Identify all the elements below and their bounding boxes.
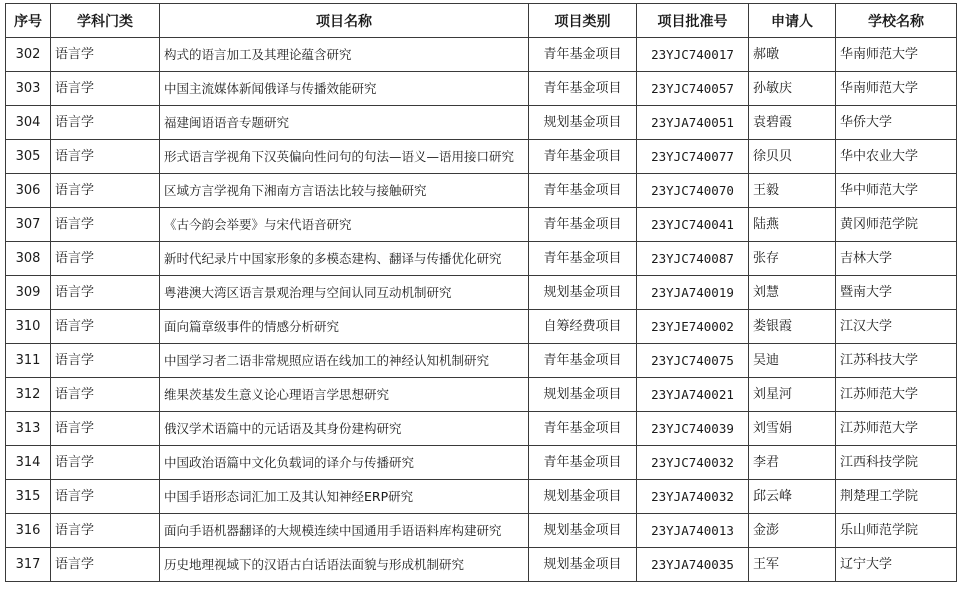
cell-approval-number: 23YJC740087 bbox=[637, 242, 749, 276]
cell-discipline: 语言学 bbox=[51, 140, 160, 174]
cell-index: 304 bbox=[6, 106, 51, 140]
cell-school: 华南师范大学 bbox=[836, 72, 957, 106]
header-school: 学校名称 bbox=[836, 4, 957, 38]
cell-project-type: 自筹经费项目 bbox=[529, 310, 637, 344]
table-row bbox=[6, 446, 957, 480]
cell-index: 306 bbox=[6, 174, 51, 208]
cell-school: 华中农业大学 bbox=[836, 140, 957, 174]
cell-school: 辽宁大学 bbox=[836, 548, 957, 582]
header-index: 序号 bbox=[6, 4, 51, 38]
cell-discipline: 语言学 bbox=[51, 174, 160, 208]
cell-project-type: 规划基金项目 bbox=[529, 276, 637, 310]
table-row bbox=[6, 242, 957, 276]
cell-discipline: 语言学 bbox=[51, 548, 160, 582]
cell-discipline: 语言学 bbox=[51, 514, 160, 548]
cell-school: 江西科技学院 bbox=[836, 446, 957, 480]
header-project-type: 项目类别 bbox=[529, 4, 637, 38]
header-project-name: 项目名称 bbox=[160, 4, 529, 38]
cell-index: 303 bbox=[6, 72, 51, 106]
cell-discipline: 语言学 bbox=[51, 480, 160, 514]
cell-approval-number: 23YJA740035 bbox=[637, 548, 749, 582]
cell-discipline: 语言学 bbox=[51, 208, 160, 242]
cell-approval-number: 23YJC740017 bbox=[637, 38, 749, 72]
cell-school: 华南师范大学 bbox=[836, 38, 957, 72]
cell-project-type: 规划基金项目 bbox=[529, 548, 637, 582]
table-row bbox=[6, 514, 957, 548]
cell-project-name: 维果茨基发生意义论心理语言学思想研究 bbox=[160, 378, 529, 412]
cell-discipline: 语言学 bbox=[51, 38, 160, 72]
table-container bbox=[5, 3, 957, 582]
cell-project-type: 规划基金项目 bbox=[529, 514, 637, 548]
cell-index: 311 bbox=[6, 344, 51, 378]
cell-project-name: 面向篇章级事件的情感分析研究 bbox=[160, 310, 529, 344]
cell-approval-number: 23YJA740032 bbox=[637, 480, 749, 514]
cell-discipline: 语言学 bbox=[51, 242, 160, 276]
cell-applicant: 金澎 bbox=[749, 514, 836, 548]
cell-project-type: 规划基金项目 bbox=[529, 480, 637, 514]
cell-approval-number: 23YJA740051 bbox=[637, 106, 749, 140]
cell-school: 江汉大学 bbox=[836, 310, 957, 344]
cell-approval-number: 23YJA740021 bbox=[637, 378, 749, 412]
cell-discipline: 语言学 bbox=[51, 412, 160, 446]
table-row bbox=[6, 174, 957, 208]
cell-applicant: 刘慧 bbox=[749, 276, 836, 310]
cell-index: 314 bbox=[6, 446, 51, 480]
cell-index: 310 bbox=[6, 310, 51, 344]
table-row bbox=[6, 480, 957, 514]
cell-school: 荆楚理工学院 bbox=[836, 480, 957, 514]
cell-index: 316 bbox=[6, 514, 51, 548]
cell-applicant: 刘雪娟 bbox=[749, 412, 836, 446]
cell-project-name: 历史地理视域下的汉语古白话语法面貌与形成机制研究 bbox=[160, 548, 529, 582]
cell-applicant: 郝暾 bbox=[749, 38, 836, 72]
cell-approval-number: 23YJC740075 bbox=[637, 344, 749, 378]
cell-index: 313 bbox=[6, 412, 51, 446]
cell-index: 307 bbox=[6, 208, 51, 242]
cell-index: 312 bbox=[6, 378, 51, 412]
table-row bbox=[6, 38, 957, 72]
cell-applicant: 娄银霞 bbox=[749, 310, 836, 344]
cell-applicant: 孙敏庆 bbox=[749, 72, 836, 106]
cell-discipline: 语言学 bbox=[51, 310, 160, 344]
table-row bbox=[6, 72, 957, 106]
header-applicant: 申请人 bbox=[749, 4, 836, 38]
table-row bbox=[6, 276, 957, 310]
cell-index: 317 bbox=[6, 548, 51, 582]
cell-project-name: 粤港澳大湾区语言景观治理与空间认同互动机制研究 bbox=[160, 276, 529, 310]
cell-school: 华中师范大学 bbox=[836, 174, 957, 208]
cell-school: 乐山师范学院 bbox=[836, 514, 957, 548]
cell-applicant: 刘星河 bbox=[749, 378, 836, 412]
cell-approval-number: 23YJC740070 bbox=[637, 174, 749, 208]
cell-project-type: 青年基金项目 bbox=[529, 72, 637, 106]
cell-project-name: 中国主流媒体新闻俄译与传播效能研究 bbox=[160, 72, 529, 106]
cell-discipline: 语言学 bbox=[51, 106, 160, 140]
cell-project-name: 面向手语机器翻译的大规模连续中国通用手语语料库构建研究 bbox=[160, 514, 529, 548]
table-row bbox=[6, 412, 957, 446]
table-row bbox=[6, 344, 957, 378]
cell-approval-number: 23YJA740019 bbox=[637, 276, 749, 310]
cell-project-type: 青年基金项目 bbox=[529, 208, 637, 242]
header-approval-number: 项目批准号 bbox=[637, 4, 749, 38]
cell-applicant: 吴迪 bbox=[749, 344, 836, 378]
cell-project-name: 中国政治语篇中文化负载词的译介与传播研究 bbox=[160, 446, 529, 480]
cell-approval-number: 23YJA740013 bbox=[637, 514, 749, 548]
cell-index: 315 bbox=[6, 480, 51, 514]
cell-discipline: 语言学 bbox=[51, 446, 160, 480]
cell-project-type: 青年基金项目 bbox=[529, 174, 637, 208]
cell-index: 302 bbox=[6, 38, 51, 72]
cell-project-name: 新时代纪录片中国家形象的多模态建构、翻译与传播优化研究 bbox=[160, 242, 529, 276]
cell-project-name: 福建闽语语音专题研究 bbox=[160, 106, 529, 140]
cell-approval-number: 23YJC740039 bbox=[637, 412, 749, 446]
cell-approval-number: 23YJC740077 bbox=[637, 140, 749, 174]
cell-applicant: 袁碧霞 bbox=[749, 106, 836, 140]
cell-approval-number: 23YJC740032 bbox=[637, 446, 749, 480]
cell-discipline: 语言学 bbox=[51, 72, 160, 106]
cell-school: 吉林大学 bbox=[836, 242, 957, 276]
table-row bbox=[6, 106, 957, 140]
cell-project-type: 规划基金项目 bbox=[529, 378, 637, 412]
table-row bbox=[6, 378, 957, 412]
cell-school: 暨南大学 bbox=[836, 276, 957, 310]
cell-project-type: 青年基金项目 bbox=[529, 140, 637, 174]
table-row bbox=[6, 310, 957, 344]
cell-project-type: 规划基金项目 bbox=[529, 106, 637, 140]
cell-project-name: 俄汉学术语篇中的元话语及其身份建构研究 bbox=[160, 412, 529, 446]
table-row bbox=[6, 548, 957, 582]
cell-applicant: 王军 bbox=[749, 548, 836, 582]
cell-project-type: 青年基金项目 bbox=[529, 344, 637, 378]
cell-applicant: 李君 bbox=[749, 446, 836, 480]
cell-discipline: 语言学 bbox=[51, 276, 160, 310]
cell-index: 305 bbox=[6, 140, 51, 174]
cell-applicant: 陆燕 bbox=[749, 208, 836, 242]
cell-approval-number: 23YJE740002 bbox=[637, 310, 749, 344]
cell-discipline: 语言学 bbox=[51, 344, 160, 378]
cell-project-type: 青年基金项目 bbox=[529, 38, 637, 72]
cell-project-name: 形式语言学视角下汉英偏向性问句的句法—语义—语用接口研究 bbox=[160, 140, 529, 174]
cell-school: 黄冈师范学院 bbox=[836, 208, 957, 242]
header-discipline: 学科门类 bbox=[51, 4, 160, 38]
table-row bbox=[6, 208, 957, 242]
cell-school: 江苏师范大学 bbox=[836, 412, 957, 446]
cell-project-type: 青年基金项目 bbox=[529, 412, 637, 446]
cell-project-name: 构式的语言加工及其理论蕴含研究 bbox=[160, 38, 529, 72]
cell-project-name: 中国学习者二语非常规照应语在线加工的神经认知机制研究 bbox=[160, 344, 529, 378]
cell-project-name: 《古今韵会举要》与宋代语音研究 bbox=[160, 208, 529, 242]
cell-project-type: 青年基金项目 bbox=[529, 242, 637, 276]
cell-applicant: 王毅 bbox=[749, 174, 836, 208]
cell-index: 309 bbox=[6, 276, 51, 310]
header-row bbox=[6, 4, 957, 38]
cell-school: 江苏科技大学 bbox=[836, 344, 957, 378]
cell-project-type: 青年基金项目 bbox=[529, 446, 637, 480]
cell-applicant: 张存 bbox=[749, 242, 836, 276]
cell-discipline: 语言学 bbox=[51, 378, 160, 412]
cell-applicant: 邱云峰 bbox=[749, 480, 836, 514]
cell-applicant: 徐贝贝 bbox=[749, 140, 836, 174]
cell-project-name: 区域方言学视角下湘南方言语法比较与接触研究 bbox=[160, 174, 529, 208]
table-row bbox=[6, 140, 957, 174]
cell-project-name: 中国手语形态词汇加工及其认知神经ERP研究 bbox=[160, 480, 529, 514]
project-table bbox=[5, 3, 957, 582]
cell-approval-number: 23YJC740041 bbox=[637, 208, 749, 242]
cell-school: 华侨大学 bbox=[836, 106, 957, 140]
cell-approval-number: 23YJC740057 bbox=[637, 72, 749, 106]
cell-index: 308 bbox=[6, 242, 51, 276]
cell-school: 江苏师范大学 bbox=[836, 378, 957, 412]
